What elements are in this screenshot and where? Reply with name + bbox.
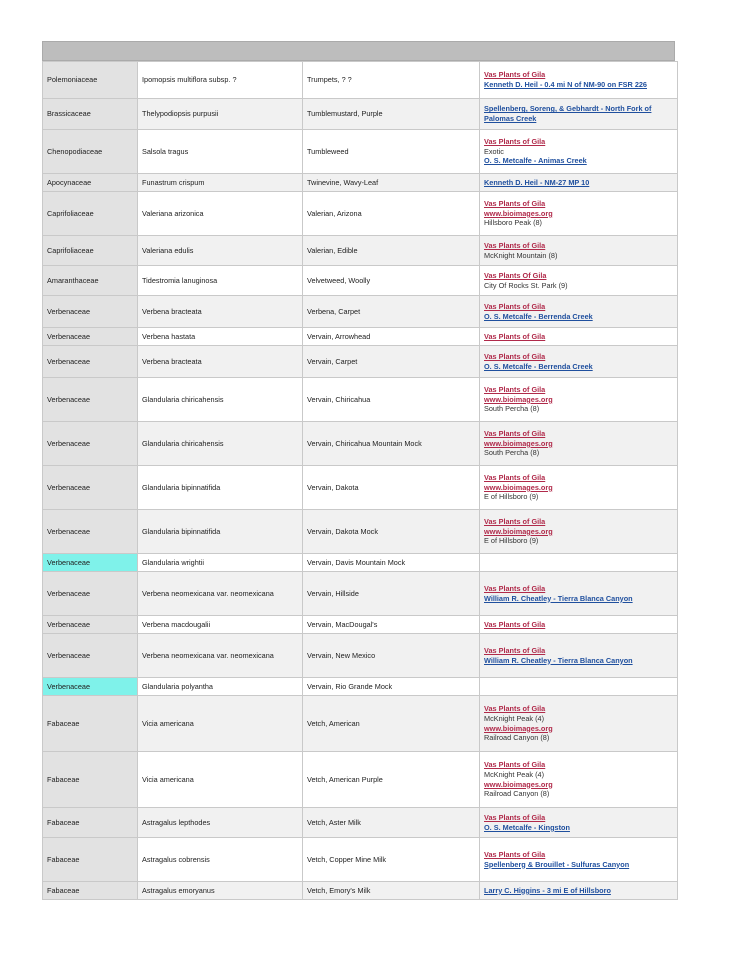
- source-cell: [480, 192, 678, 236]
- family-cell: Verbenaceae: [43, 328, 138, 346]
- location-note: South Percha (8): [484, 448, 540, 458]
- scientific-name-cell: Verbena macdougalii: [138, 616, 303, 634]
- common-name-cell: Vervain, Hillside: [303, 572, 480, 616]
- family-cell: Caprifoliaceae: [43, 192, 138, 236]
- source-link[interactable]: O. S. Metcalfe - Animas Creek: [484, 156, 587, 166]
- table-row: [43, 296, 678, 328]
- source-link[interactable]: William R. Cheatley - Tierra Blanca Canyon: [484, 593, 633, 603]
- family-cell: Brassicaceae: [43, 99, 138, 130]
- source-link[interactable]: Vas Plants of Gila: [484, 429, 546, 439]
- source-link[interactable]: Vas Plants of Gila: [484, 473, 546, 483]
- source-link[interactable]: Vas Plants of Gila: [484, 385, 546, 395]
- family-cell: Verbenaceae: [43, 616, 138, 634]
- source-link[interactable]: Vas Plants of Gila: [484, 70, 546, 80]
- table-row: [43, 130, 678, 174]
- table-row: [43, 554, 678, 572]
- family-cell: Verbenaceae: [43, 422, 138, 466]
- table-row: [43, 99, 678, 130]
- source-cell: [480, 616, 678, 634]
- source-cell: [480, 266, 678, 296]
- common-name-cell: Tumbleweed: [303, 130, 480, 174]
- common-name-cell: Vervain, New Mexico: [303, 634, 480, 678]
- table-row: [43, 378, 678, 422]
- location-note: Hillsboro Peak (8): [484, 218, 542, 228]
- source-link[interactable]: Vas Plants of Gila: [484, 240, 546, 250]
- family-cell: Fabaceae: [43, 838, 138, 882]
- source-link[interactable]: Spellenberg & Brouillet - Sulfuras Canyon: [484, 859, 630, 869]
- source-link[interactable]: Larry C. Higgins - 3 mi E of Hillsboro: [484, 885, 611, 895]
- table-row: [43, 466, 678, 510]
- source-link[interactable]: Vas Plants of Gila: [484, 849, 546, 859]
- source-link[interactable]: Vas Plants Of Gila: [484, 270, 547, 280]
- source-link[interactable]: Vas Plants of Gila: [484, 137, 546, 147]
- source-link[interactable]: www.bioimages.org: [484, 482, 553, 492]
- source-link[interactable]: Vas Plants of Gila: [484, 619, 546, 629]
- location-note: Exotic: [484, 146, 504, 156]
- family-cell: Verbenaceae: [43, 296, 138, 328]
- table-row: [43, 236, 678, 266]
- table-row: [43, 266, 678, 296]
- location-note: McKnight Mountain (8): [484, 250, 558, 260]
- scientific-name-cell: Verbena neomexicana var. neomexicana: [138, 572, 303, 616]
- table-row: [43, 696, 678, 752]
- source-link[interactable]: Vas Plants of Gila: [484, 760, 546, 770]
- common-name-cell: Tumblemustard, Purple: [303, 99, 480, 130]
- scientific-name-cell: Glandularia bipinnatifida: [138, 466, 303, 510]
- table-row: [43, 346, 678, 378]
- table-row: [43, 634, 678, 678]
- table-row: [43, 678, 678, 696]
- table-row: [43, 616, 678, 634]
- family-cell: Verbenaceae: [43, 466, 138, 510]
- source-cell: [480, 296, 678, 328]
- location-note: McKnight Peak (4): [484, 769, 545, 779]
- table-row: [43, 328, 678, 346]
- source-cell: [480, 378, 678, 422]
- table-row: [43, 572, 678, 616]
- source-cell: [480, 174, 678, 192]
- scientific-name-cell: Salsola tragus: [138, 130, 303, 174]
- source-link[interactable]: Spellenberg, Soreng, & Gebhardt - North Fork of Palomas Creek: [484, 104, 652, 123]
- table-row: [43, 510, 678, 554]
- source-link[interactable]: Kenneth D. Heil - 0.4 mi N of NM-90 on FSR 226: [484, 80, 647, 89]
- common-name-cell: Vetch, Copper Mine Milk: [303, 838, 480, 882]
- scientific-name-cell: Glandularia chiricahensis: [138, 422, 303, 466]
- table-row: [43, 838, 678, 882]
- family-cell: Amaranthaceae: [43, 266, 138, 296]
- source-link[interactable]: William R. Cheatley - Tierra Blanca Canyon: [484, 655, 633, 665]
- source-link[interactable]: www.bioimages.org: [484, 438, 553, 448]
- common-name-cell: Twinevine, Wavy-Leaf: [303, 174, 480, 192]
- family-cell: Verbenaceae: [43, 634, 138, 678]
- scientific-name-cell: Glandularia chiricahensis: [138, 378, 303, 422]
- source-cell: [480, 346, 678, 378]
- source-cell: [480, 130, 678, 174]
- table-row: [43, 192, 678, 236]
- source-link[interactable]: www.bioimages.org: [484, 208, 553, 218]
- common-name-cell: Vetch, American: [303, 696, 480, 752]
- common-name-cell: Vervain, Dakota: [303, 466, 480, 510]
- family-cell: Apocynaceae: [43, 174, 138, 192]
- source-cell: [480, 236, 678, 266]
- family-cell: Verbenaceae: [43, 378, 138, 422]
- scientific-name-cell: Glandularia bipinnatifida: [138, 510, 303, 554]
- common-name-cell: Trumpets, ? ?: [303, 62, 480, 99]
- common-name-cell: Vervain, Rio Grande Mock: [303, 678, 480, 696]
- family-cell: Verbenaceae: [43, 346, 138, 378]
- family-cell: Polemoniaceae: [43, 62, 138, 99]
- location-note: Railroad Canyon (8): [484, 733, 550, 743]
- source-cell: [480, 808, 678, 838]
- location-note: Railroad Canyon (8): [484, 789, 550, 799]
- source-link[interactable]: www.bioimages.org: [484, 394, 553, 404]
- table-row: [43, 62, 678, 99]
- common-name-cell: Vervain, Davis Mountain Mock: [303, 554, 480, 572]
- source-cell: [480, 99, 678, 130]
- family-cell: Caprifoliaceae: [43, 236, 138, 266]
- scientific-name-cell: Astragalus lepthodes: [138, 808, 303, 838]
- source-cell: [480, 554, 678, 572]
- common-name-cell: Vervain, Carpet: [303, 346, 480, 378]
- source-link[interactable]: Vas Plants of Gila: [484, 199, 546, 209]
- scientific-name-cell: Thelypodiopsis purpusii: [138, 99, 303, 130]
- family-cell: Verbenaceae: [43, 572, 138, 616]
- scientific-name-cell: Verbena neomexicana var. neomexicana: [138, 634, 303, 678]
- scientific-name-cell: Vicia americana: [138, 752, 303, 808]
- source-link[interactable]: Vas Plants of Gila: [484, 351, 546, 361]
- common-name-cell: Vervain, Chiricahua: [303, 378, 480, 422]
- table-row: [43, 174, 678, 192]
- source-link[interactable]: Vas Plants of Gila: [484, 704, 546, 714]
- common-name-cell: Vervain, Dakota Mock: [303, 510, 480, 554]
- location-note: City Of Rocks St. Park (9): [484, 280, 568, 290]
- common-name-cell: Vetch, Emory's Milk: [303, 882, 480, 900]
- scientific-name-cell: Valeriana edulis: [138, 236, 303, 266]
- source-link[interactable]: Vas Plants of Gila: [484, 812, 546, 822]
- scientific-name-cell: Verbena bracteata: [138, 296, 303, 328]
- common-name-cell: Vetch, American Purple: [303, 752, 480, 808]
- table-row: [43, 422, 678, 466]
- source-link[interactable]: Vas Plants of Gila: [484, 331, 546, 341]
- family-cell: Fabaceae: [43, 808, 138, 838]
- common-name-cell: Velvetweed, Woolly: [303, 266, 480, 296]
- common-name-cell: Verbena, Carpet: [303, 296, 480, 328]
- table-header-bar: [42, 41, 675, 61]
- source-cell: [480, 678, 678, 696]
- scientific-name-cell: Verbena hastata: [138, 328, 303, 346]
- source-cell: [480, 466, 678, 510]
- location-note: South Percha (8): [484, 404, 540, 414]
- common-name-cell: Vervain, Chiricahua Mountain Mock: [303, 422, 480, 466]
- scientific-name-cell: Astragalus emoryanus: [138, 882, 303, 900]
- source-link[interactable]: www.bioimages.org: [484, 723, 553, 733]
- family-cell: Chenopodiaceae: [43, 130, 138, 174]
- scientific-name-cell: Glandularia polyantha: [138, 678, 303, 696]
- scientific-name-cell: Glandularia wrightii: [138, 554, 303, 572]
- source-cell: [480, 510, 678, 554]
- source-link[interactable]: Kenneth D. Heil - NM-27 MP 10: [484, 177, 590, 187]
- source-cell: [480, 572, 678, 616]
- source-cell: [480, 634, 678, 678]
- common-name-cell: Valerian, Edible: [303, 236, 480, 266]
- family-cell: Fabaceae: [43, 752, 138, 808]
- source-link[interactable]: Vas Plants of Gila: [484, 583, 546, 593]
- table-row: [43, 752, 678, 808]
- scientific-name-cell: Funastrum crispum: [138, 174, 303, 192]
- location-note: E of Hillsboro (9): [484, 536, 539, 546]
- location-note: McKnight Peak (4): [484, 713, 545, 723]
- source-link[interactable]: O. S. Metcalfe - Kingston: [484, 822, 570, 832]
- table-row: [43, 882, 678, 900]
- scientific-name-cell: Astragalus cobrensis: [138, 838, 303, 882]
- plant-list-sheet: [42, 41, 675, 900]
- plant-table: [42, 61, 678, 900]
- source-link[interactable]: O. S. Metcalfe - Berrenda Creek: [484, 311, 593, 321]
- common-name-cell: Vervain, MacDougal's: [303, 616, 480, 634]
- common-name-cell: Vervain, Arrowhead: [303, 328, 480, 346]
- scientific-name-cell: Ipomopsis multiflora subsp. ?: [138, 62, 303, 99]
- source-link[interactable]: Vas Plants of Gila: [484, 645, 546, 655]
- source-link[interactable]: O. S. Metcalfe - Berrenda Creek: [484, 361, 593, 371]
- table-row: [43, 808, 678, 838]
- common-name-cell: Vetch, Aster Milk: [303, 808, 480, 838]
- source-link[interactable]: www.bioimages.org: [484, 779, 553, 789]
- source-cell: [480, 62, 678, 99]
- source-link[interactable]: www.bioimages.org: [484, 526, 553, 536]
- scientific-name-cell: Valeriana arizonica: [138, 192, 303, 236]
- source-link[interactable]: Vas Plants of Gila: [484, 517, 546, 527]
- common-name-cell: Valerian, Arizona: [303, 192, 480, 236]
- family-cell: Fabaceae: [43, 882, 138, 900]
- source-cell: [480, 838, 678, 882]
- source-cell: [480, 696, 678, 752]
- source-cell: [480, 752, 678, 808]
- source-cell: [480, 328, 678, 346]
- family-cell: Verbenaceae: [43, 678, 138, 696]
- source-cell: [480, 422, 678, 466]
- scientific-name-cell: Verbena bracteata: [138, 346, 303, 378]
- source-cell: [480, 882, 678, 900]
- family-cell: Verbenaceae: [43, 510, 138, 554]
- scientific-name-cell: Vicia americana: [138, 696, 303, 752]
- source-link[interactable]: Vas Plants of Gila: [484, 301, 546, 311]
- family-cell: Verbenaceae: [43, 554, 138, 572]
- scientific-name-cell: Tidestromia lanuginosa: [138, 266, 303, 296]
- family-cell: Fabaceae: [43, 696, 138, 752]
- location-note: E of Hillsboro (9): [484, 492, 539, 502]
